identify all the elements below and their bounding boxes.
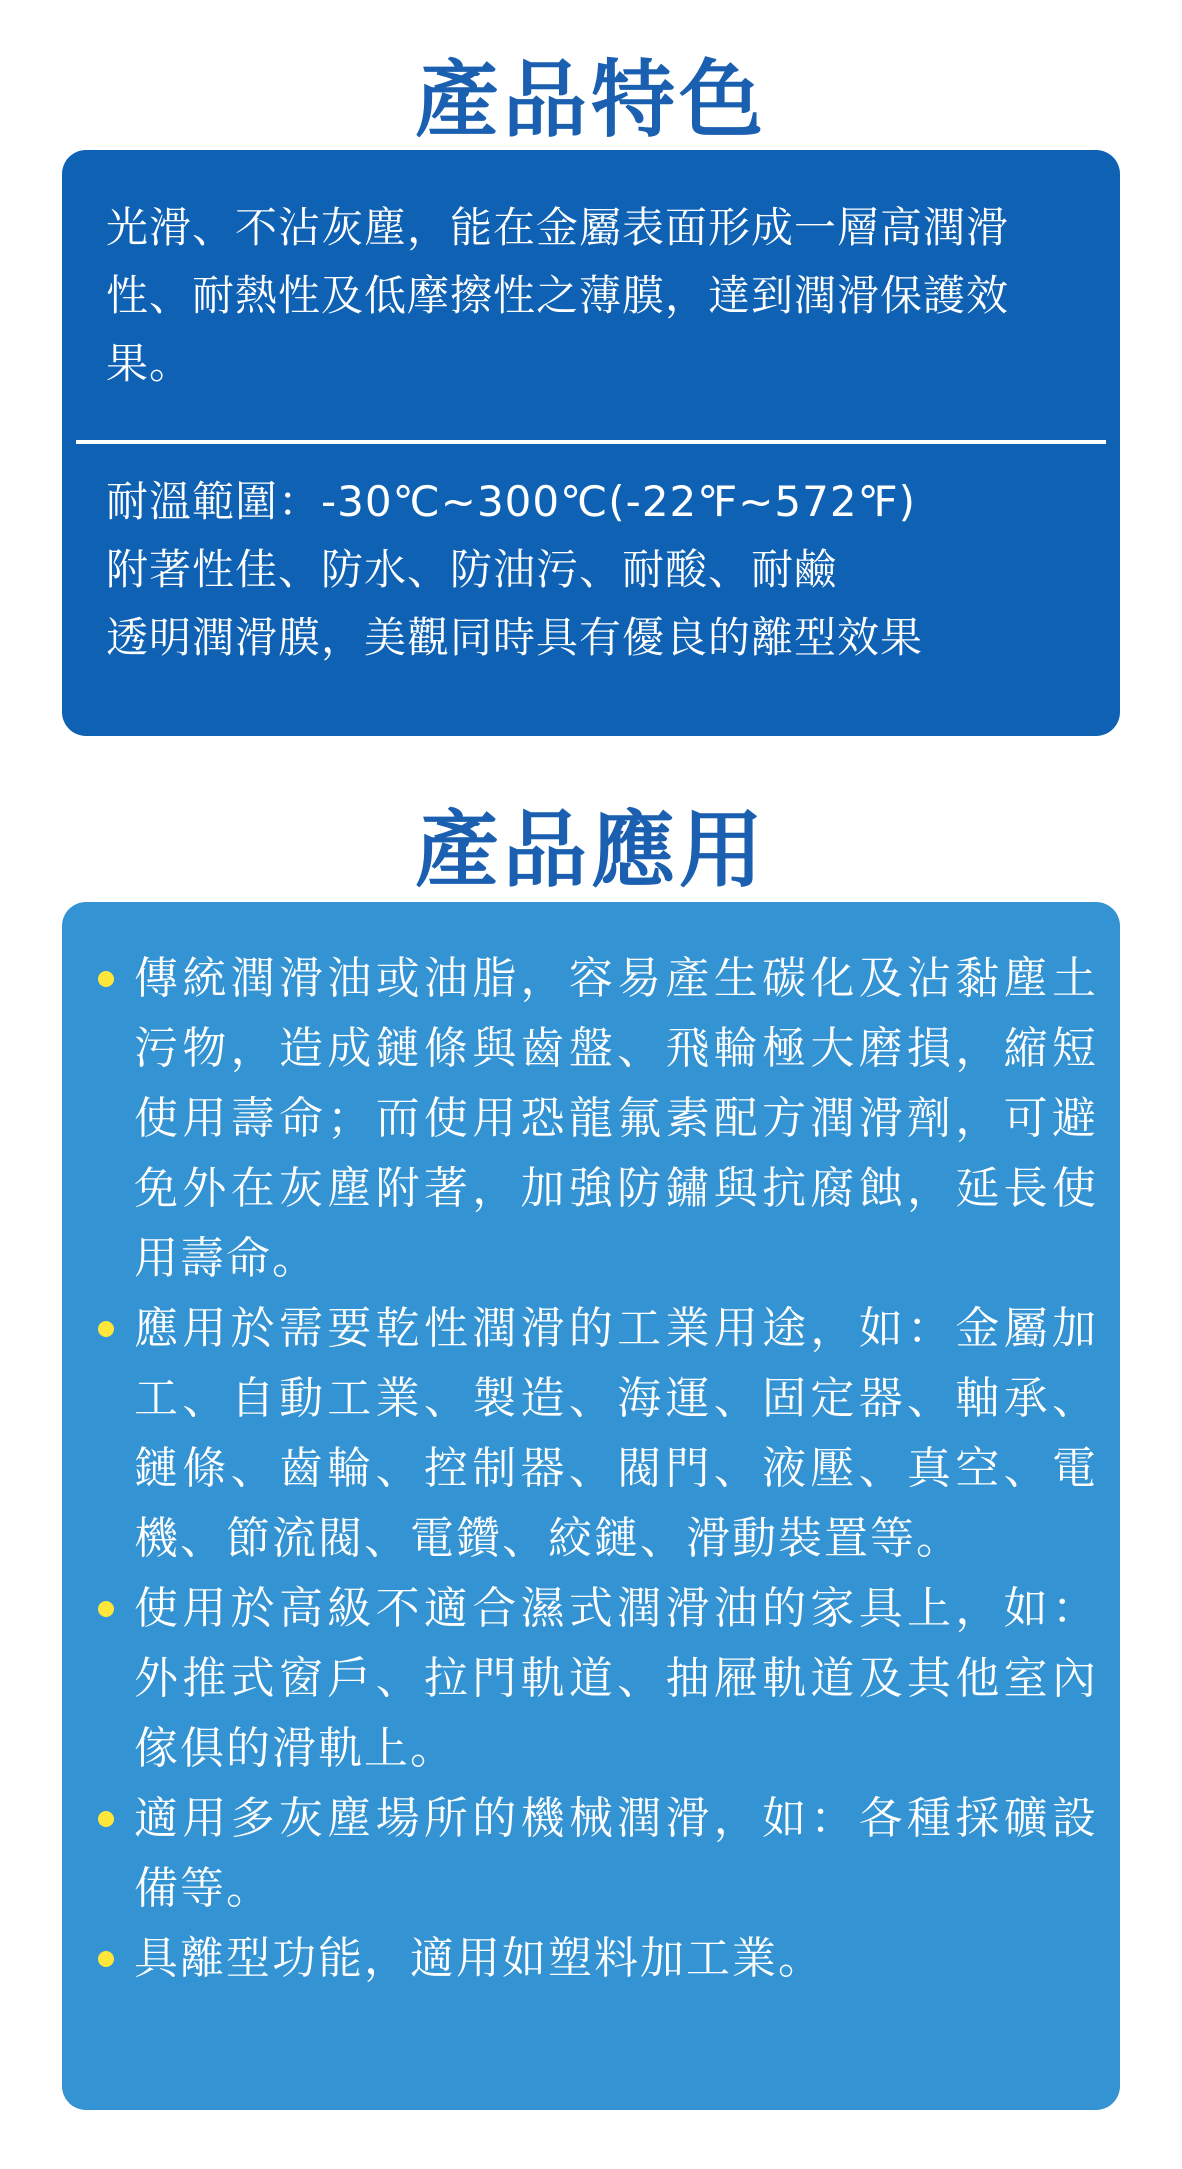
feature-item-temperature: 耐溫範圍：-30℃~300℃(-22℉~572℉) <box>106 477 916 526</box>
application-item-text: 具離型功能，適用如塑料加工業。 <box>134 1933 824 1984</box>
application-item-text: 使用於高級不適合濕式潤滑油的家具上，如：外推式窗戶、拉門軌道、抽屜軌道及其他室內傢俱的滑軌上。 <box>134 1583 1098 1774</box>
application-item-text: 適用多灰塵場所的機械潤滑，如：各種採礦設備等。 <box>134 1793 1098 1914</box>
features-panel <box>62 150 1120 736</box>
application-item <box>98 1574 1098 1784</box>
bullet-dot-icon <box>98 1951 114 1967</box>
application-item <box>98 1924 1098 1994</box>
feature-item-release: 透明潤滑膜，美觀同時具有優良的離型效果 <box>106 613 924 662</box>
application-item-text: 應用於需要乾性潤滑的工業用途，如：金屬加工、自動工業、製造、海運、固定器、軸承、鏈條、齒輪、控制器、閥門、液壓、真空、電機、節流閥、電鑽、絞鏈、滑動裝置等。 <box>134 1303 1098 1564</box>
application-item <box>98 1784 1098 1924</box>
application-item <box>98 944 1098 1294</box>
features-divider <box>76 440 1106 444</box>
features-title: 產品特色 <box>414 51 767 149</box>
applications-list <box>98 944 1098 1994</box>
bullet-dot-icon <box>98 1601 114 1617</box>
applications-title: 產品應用 <box>414 801 767 899</box>
application-item-text: 傳統潤滑油或油脂，容易產生碳化及沾黏塵土污物，造成鏈條與齒盤、飛輪極大磨損，縮短使用壽命；而使用恐龍氟素配方潤滑劑，可避免外在灰塵附著，加強防鏽與抗腐蝕，延長使用壽命。 <box>134 953 1098 1284</box>
applications-panel <box>62 902 1120 2110</box>
bullet-dot-icon <box>98 971 114 987</box>
bullet-dot-icon <box>98 1811 114 1827</box>
bullet-dot-icon <box>98 1321 114 1337</box>
features-list <box>106 468 1106 672</box>
application-item <box>98 1294 1098 1574</box>
features-description: 光滑、不沾灰塵，能在金屬表面形成一層高潤滑性、耐熱性及低摩擦性之薄膜，達到潤滑保護效果。 <box>106 203 1010 388</box>
feature-item-resistance: 附著性佳、防水、防油污、耐酸、耐鹼 <box>106 545 838 594</box>
